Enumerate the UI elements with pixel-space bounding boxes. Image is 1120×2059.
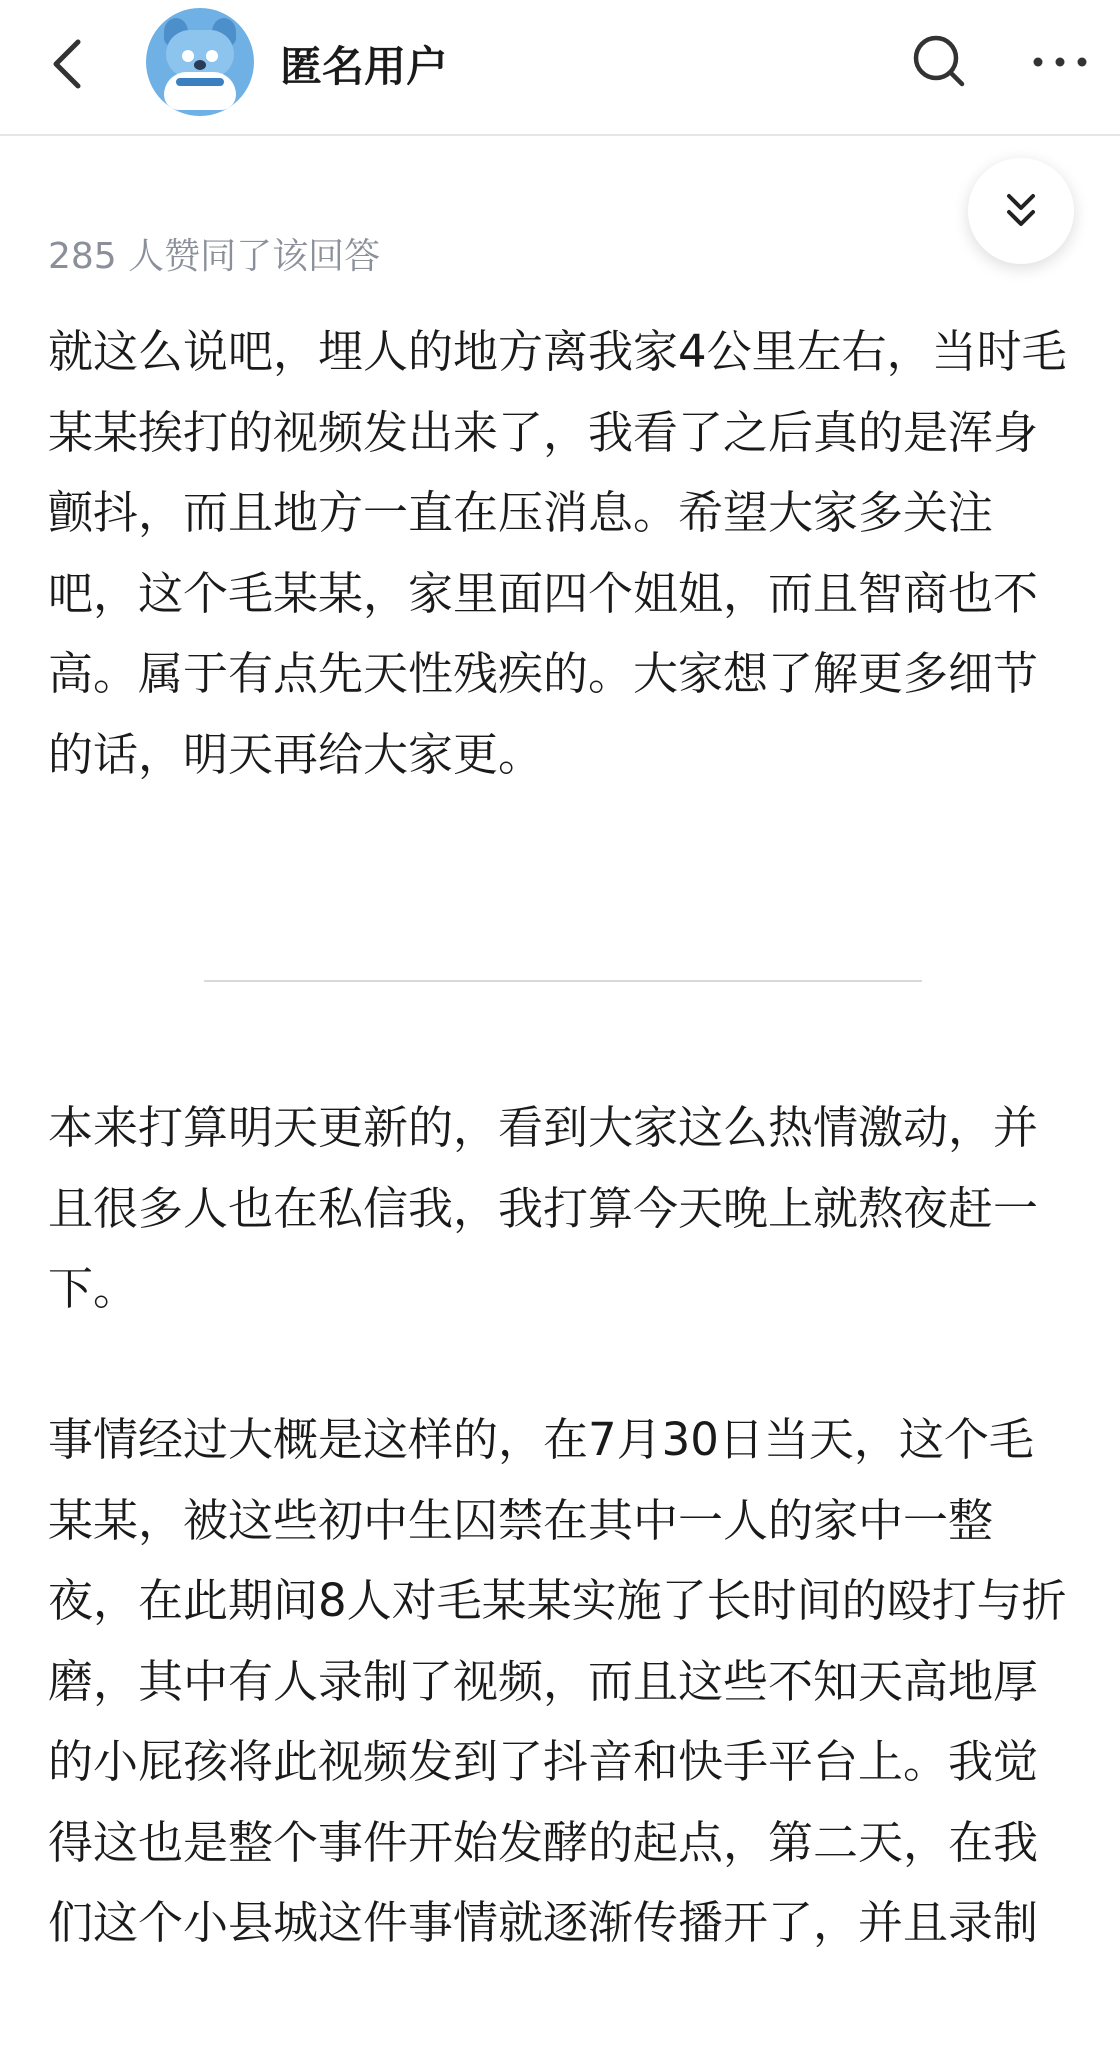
double-chevron-down-icon[interactable] bbox=[968, 158, 1074, 264]
section-divider bbox=[204, 980, 922, 982]
header-title[interactable]: 匿名用户 bbox=[280, 42, 449, 91]
top-bar bbox=[0, 0, 1120, 136]
more-icon[interactable] bbox=[1028, 40, 1092, 84]
answer-paragraph: 本来打算明天更新的，看到大家这么热情激动，并且很多人也在私信我，我打算今天晚上就熬夜赶一下。 bbox=[48, 1101, 1039, 1315]
likes-count: 285 人赞同了该回答 bbox=[48, 236, 381, 277]
search-icon[interactable] bbox=[910, 30, 970, 94]
answer-paragraph: 事情经过大概是这样的，在7月30日当天，这个毛某某，被这些初中生囚禁在其中一人的家中一整夜，在此期间8人对毛某某实施了长时间的殴打与折磨，其中有人录制了视频，而且这些不知天高地厚的小屁孩将此视频发到了抖音和快手平台上。我觉得这也是整个事件开始发酵的起点，第二天，在我们这个小县城这件事情就逐渐传播开了，并且录制 bbox=[48, 1413, 1067, 1949]
back-arrow-icon[interactable] bbox=[40, 28, 100, 98]
avatar[interactable] bbox=[146, 8, 254, 116]
answer-paragraph: 就这么说吧，埋人的地方离我家4公里左右，当时毛某某挨打的视频发出来了，我看了之后真的是浑身颤抖，而且地方一直在压消息。希望大家多关注吧，这个毛某某，家里面四个姐姐，而且智商也不高。属于有点先天性残疾的。大家想了解更多细节的话，明天再给大家更。 bbox=[48, 325, 1067, 781]
